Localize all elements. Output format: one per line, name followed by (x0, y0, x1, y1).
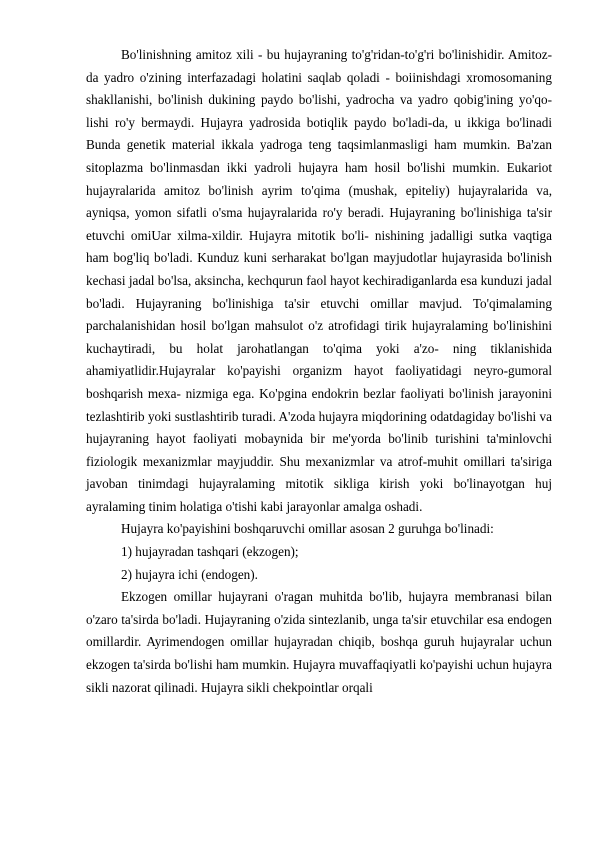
paragraph-factors-intro: Hujayra ko'payishini boshqaruvchi omillar asosan 2 guruhga bo'linadi: (121, 521, 494, 537)
body-text (86, 44, 552, 699)
paragraph-exogenous-factors: Ekzogen omillar hujayrani o'ragan muhitda bo'lib, hujayra membranasi bilan o'zaro ta'sirda bo'ladi. Hujayraning o'zida sintezlanib, unga ta'sir etuvchilar esa endogen omillardir. Ayrimendogen omillar hujayradan chiqib, boshqa guruh hujayralar uchun ekzogen ta'sirda bo'lishi ham mumkin. Hujayra muvaffaqiyatli ko'payishi uchun hujayra sikli nazorat qilinadi. Hujayra sikli chekpointlar orqali (86, 589, 552, 695)
paragraph-amitoz: Bo'linishning amitoz xili - bu hujayraning to'g'ridan-to'g'ri bo'linishidir. Amitoz- da yadro o'zining interfazadagi holatini saqlab qoladi - boiinishdagi xromosomaning shakllanishi, bo'linish dukining paydo bo'lishi, yadrocha va yadro qobig'ining yo'qo- lishi ro'y bermaydi. Hujayra yadrosida botiqlik paydo bo'ladi-da, u ikkiga bo'linadi Bunda genetik material ikkala yadroga teng taqsimlanmasligi ham mumkin. Ba'zan sitoplazma bo'linmasdan ikki yadroli hujayra ham hosil bo'lishi mumkin. Eukariot hujayralarida amitoz bo'linish ayrim to'qima (mushak, epiteliy) hujayralarida va, ayniqsa, yomon sifatli o'sma hujayralarida ro'y beradi. Hujayraning bo'linishiga ta'sir etuvchi omiUar xilma-xildir. Hujayra mitotik bo'li- nishining jadalligi sutka vaqtiga ham bog'liq bo'ladi. Kunduz kuni serharakat bo'lgan mayjudotlar hujayrasida bo'linish kechasi jadal bo'lsa, aksincha, kechqurun faol hayot kechiradiganlarda esa kunduzi jadal bo'ladi. Hujayraning bo'linishiga ta'sir etuvchi omillar mavjud. To'qimalaming parchalanishidan hosil bo'lgan mahsulot o'z atrofidagi tirik hujayralaming bo'linishini kuchaytiradi, bu holat jarohatlangan to'qima yoki a'zo- ning tiklanishida ahamiyatlidir.Hujayralar ko'payishi organizm hayot faoliyatidagi neyro-gumoral boshqarish mexa- nizmiga ega. Ko'pgina endokrin bezlar faoliyati bo'linish jarayonini tezlashtirib yoki sustlashtirib turadi. A'zoda hujayra miqdorining odatdagiday bo'lishi va hujayraning hayot faoliyati mobaynida bir me'yorda bo'linib turishini ta'minlovchi fiziologik mexanizmlar mayjuddir. Shu mexanizmlar va atrof-muhit omillari ta'siriga javoban tinimdagi hujayralaming mitotik sikliga kirish yoki bo'linayotgan huj ayralaming tinim holatiga o'tishi kabi jarayonlar amalga oshadi. (86, 47, 552, 514)
list-item-endogenous: 2) hujayra ichi (endogen). (121, 566, 258, 582)
list-item-exogenous: 1) hujayradan tashqari (ekzogen); (121, 544, 299, 560)
